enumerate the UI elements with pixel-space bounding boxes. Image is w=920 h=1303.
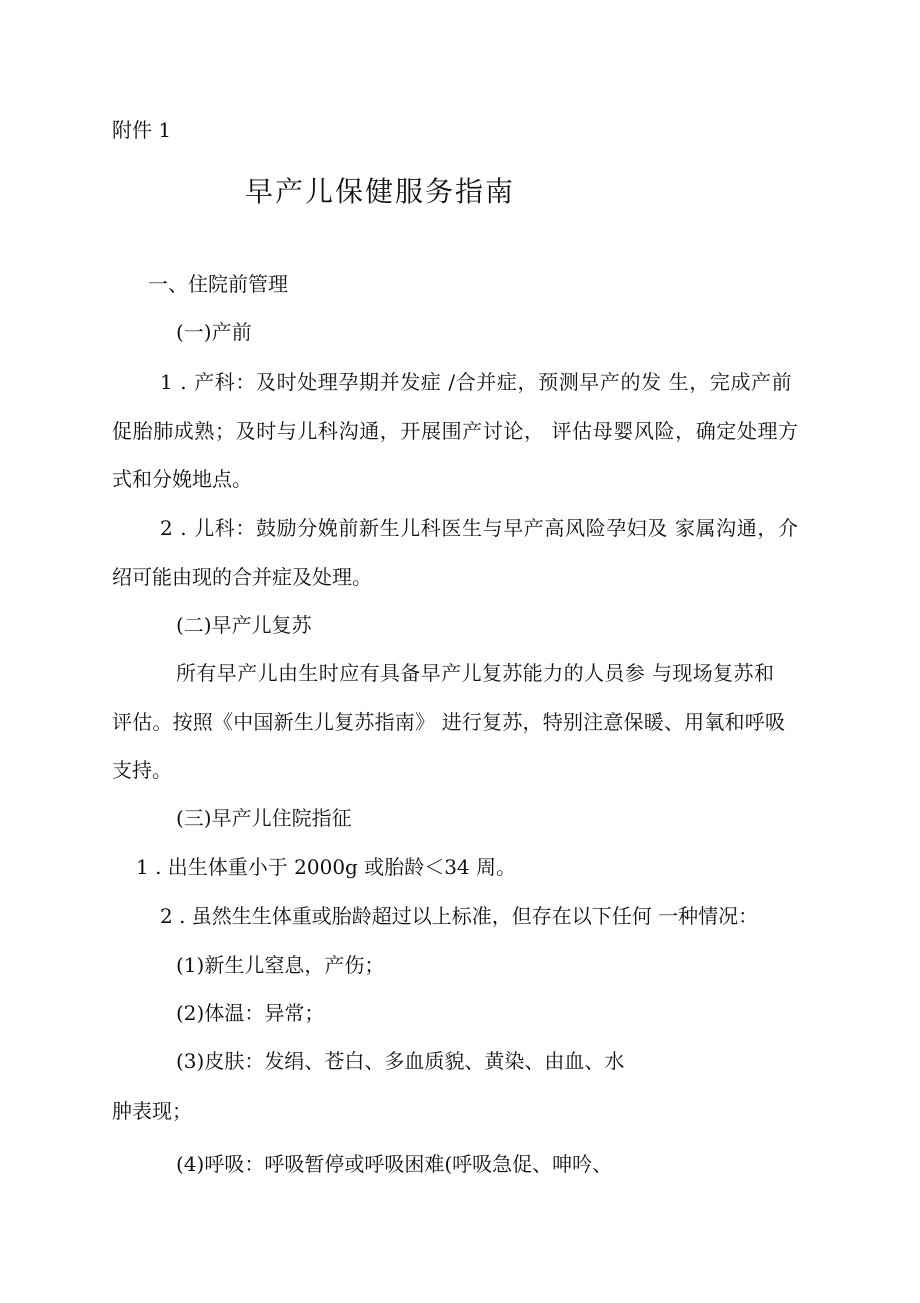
paragraph-line: 所有早产儿由生时应有具备早产儿复苏能力的人员参 与现场复苏和 — [176, 661, 775, 685]
page-title: 早产儿保健服务指南 — [245, 175, 516, 208]
paragraph-line: 评估。按照《中国新生儿复苏指南》 进行复苏，特别注意保暖、用氧和呼吸 — [112, 710, 786, 734]
section-heading: 一、住院前管理 — [148, 272, 288, 296]
subsection-heading: (二)早产儿复苏 — [176, 613, 312, 637]
paragraph-line: 1 . 产科：及时处理孕期并发症 /合并症，预测早产的发 生，完成产前 — [160, 370, 793, 394]
paragraph-line: 2 . 儿科：鼓励分娩前新生儿科医生与早产高风险孕妇及 家属沟通，介 — [160, 516, 799, 540]
paragraph-line: 绍可能由现的合并症及处理。 — [112, 565, 372, 589]
list-item: (4)呼吸：呼吸暂停或呼吸困难(呼吸急促、呻吟、 — [176, 1152, 613, 1176]
list-item-continuation: 肿表现； — [112, 1099, 192, 1123]
subsection-heading: (一)产前 — [176, 320, 252, 344]
list-item: (2)体温：异常； — [176, 1001, 325, 1025]
paragraph-line: 支持。 — [112, 758, 172, 782]
subsection-heading: (三)早产儿住院指征 — [176, 806, 352, 830]
paragraph-line: 式和分娩地点。 — [112, 467, 252, 491]
attachment-label: 附件 1 — [112, 118, 172, 142]
paragraph-line: 促胎肺成熟；及时与儿科沟通，开展围产讨论， 评估母婴风险，确定处理方 — [112, 419, 799, 443]
list-item: (3)皮肤：发绢、苍白、多血质貌、黄染、由血、水 — [176, 1049, 625, 1073]
paragraph-line: 2 . 虽然生生体重或胎龄超过以上标准，但存在以下任何 一种情况： — [160, 904, 759, 928]
list-item: (1)新生儿窒息，产伤； — [176, 953, 385, 977]
paragraph-line: 1 . 出生体重小于 2000g 或胎龄＜34 周。 — [136, 855, 517, 879]
